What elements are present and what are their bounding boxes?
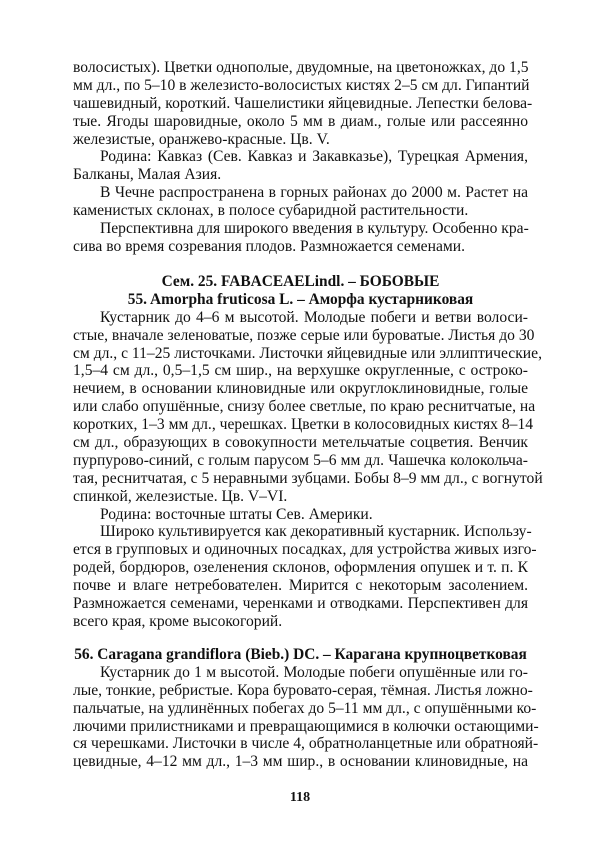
text-line: пальчатые, на удлинённых побегах до 5–11 мм дл., с опушёнными ко-: [73, 699, 537, 717]
text-line: спинкой, железистые. Цв. V–VI.: [73, 487, 288, 505]
paragraph: [73, 663, 539, 771]
section-caragana: [73, 646, 539, 771]
text-line: Балканы, Малая Азия.: [73, 166, 222, 184]
text-line: тая, реснитчатая, с 5 неравными зубцами. Бобы 8–9 мм дл., с вогнутой: [73, 469, 543, 487]
text-line: сива во время созревания плодов. Размножается семенами.: [73, 237, 465, 255]
section-heading: Сем. 25. FABACEAELindl. – БОБОВЫЕ: [161, 273, 440, 290]
text-line: чашевидный, короткий. Чашелистики яйцевидные. Лепестки белова-: [73, 94, 533, 112]
paragraph: [73, 523, 537, 630]
text-line: ется в групповых и одиночных посадках, для устройства живых изго-: [73, 541, 537, 559]
text-line: цевидные, 4–12 мм дл., 1–3 мм шир., в основании клиновидные, на: [73, 753, 528, 771]
text-line: 1,5–4 см дл., 0,5–1,5 см шир., на верхушке округленные, с остроко-: [73, 362, 528, 380]
page-number: 118: [289, 790, 311, 805]
paragraph: [73, 184, 528, 220]
text-line: Перспективна для широкого введения в культуру. Особенно кра-: [100, 220, 529, 238]
text-line: Родина: Кавказ (Сев. Кавказ и Закавказье), Турецкая Армения,: [100, 148, 528, 166]
paragraph: [73, 506, 528, 524]
section-amorpha: [73, 273, 543, 631]
text-line: стые, вначале зеленоватые, позже серые или буроватые. Листья до 30: [73, 326, 535, 344]
paragraph: [73, 308, 543, 506]
text-line: В Чечне распространена в горных районах до 2000 м. Растет на: [100, 184, 528, 202]
section-heading: 56. Caragana grandiflora (Bieb.) DC. – Карагана крупноцветковая: [74, 646, 527, 663]
text-line: Кустарник до 4–6 м высотой. Молодые побеги и ветви волоси-: [100, 308, 528, 326]
section-heading: 55. Amorpha fruticosa L. – Аморфа кустарниковая: [127, 290, 474, 308]
text-line: Размножается семенами, черенками и отводками. Перспективен для: [73, 595, 528, 613]
section-currant-end: [73, 59, 533, 256]
text-line: лые, тонкие, ребристые. Кора буровато-серая, тёмная. Листья ложно-: [73, 681, 533, 699]
paragraph: [73, 220, 528, 256]
text-line: нечием, в основании клиновидные или округлоклиновидные, голые: [73, 380, 528, 398]
text-line: тые. Ягоды шаровидные, около 5 мм в диам., голые или рассеянно: [73, 112, 528, 130]
text-line: каменистых склонах, в полосе субаридной растительности.: [73, 202, 469, 220]
text-line: волосистых). Цветки однополые, двудомные, на цветоножках, до 1,5: [73, 59, 529, 76]
text-line: мм дл., по 5–10 в железисто-волосистых кистях 2–5 см дл. Гипантий: [73, 76, 530, 94]
text-line: почве и влаге нетребователен. Мирится с некоторым засолением.: [73, 577, 528, 595]
text-line: см дл., образующих в совокупности метельчатые соцветия. Венчик: [73, 434, 528, 452]
text-line: пурпурово-синий, с голым парусом 5–6 мм дл. Чашечка колокольча-: [73, 451, 528, 469]
paragraph: [73, 148, 528, 184]
text-line: лючими прилистниками и превращающимися в колючки остающими-: [73, 717, 539, 735]
text-line: см дл., с 11–25 листочками. Листочки яйцевидные или эллиптические,: [73, 344, 542, 362]
paragraph: [73, 59, 533, 148]
text-line: ся черешками. Листочки в числе 4, обратноланцетные или обратнояй-: [73, 735, 539, 753]
text-line: железистые, оранжево-красные. Цв. V.: [73, 130, 330, 148]
text-line: Кустарник до 1 м высотой. Молодые побеги опушённые или го-: [100, 663, 528, 681]
text-line: коротких, 1–3 мм дл., черешках. Цветки в колосовидных кистях 8–14: [73, 416, 534, 434]
text-line: Родина: восточные штаты Сев. Америки.: [100, 505, 373, 523]
text-line: всего края, кроме высокогорий.: [73, 612, 283, 630]
text-line: или слабо опушённые, снизу более светлые, по краю реснитчатые, на: [73, 398, 536, 416]
text-line: Широко культивируется как декоративный кустарник. Использу-: [100, 523, 532, 541]
text-line: родей, бордюров, озеленения склонов, оформления опушек и т. п. К: [73, 559, 528, 577]
